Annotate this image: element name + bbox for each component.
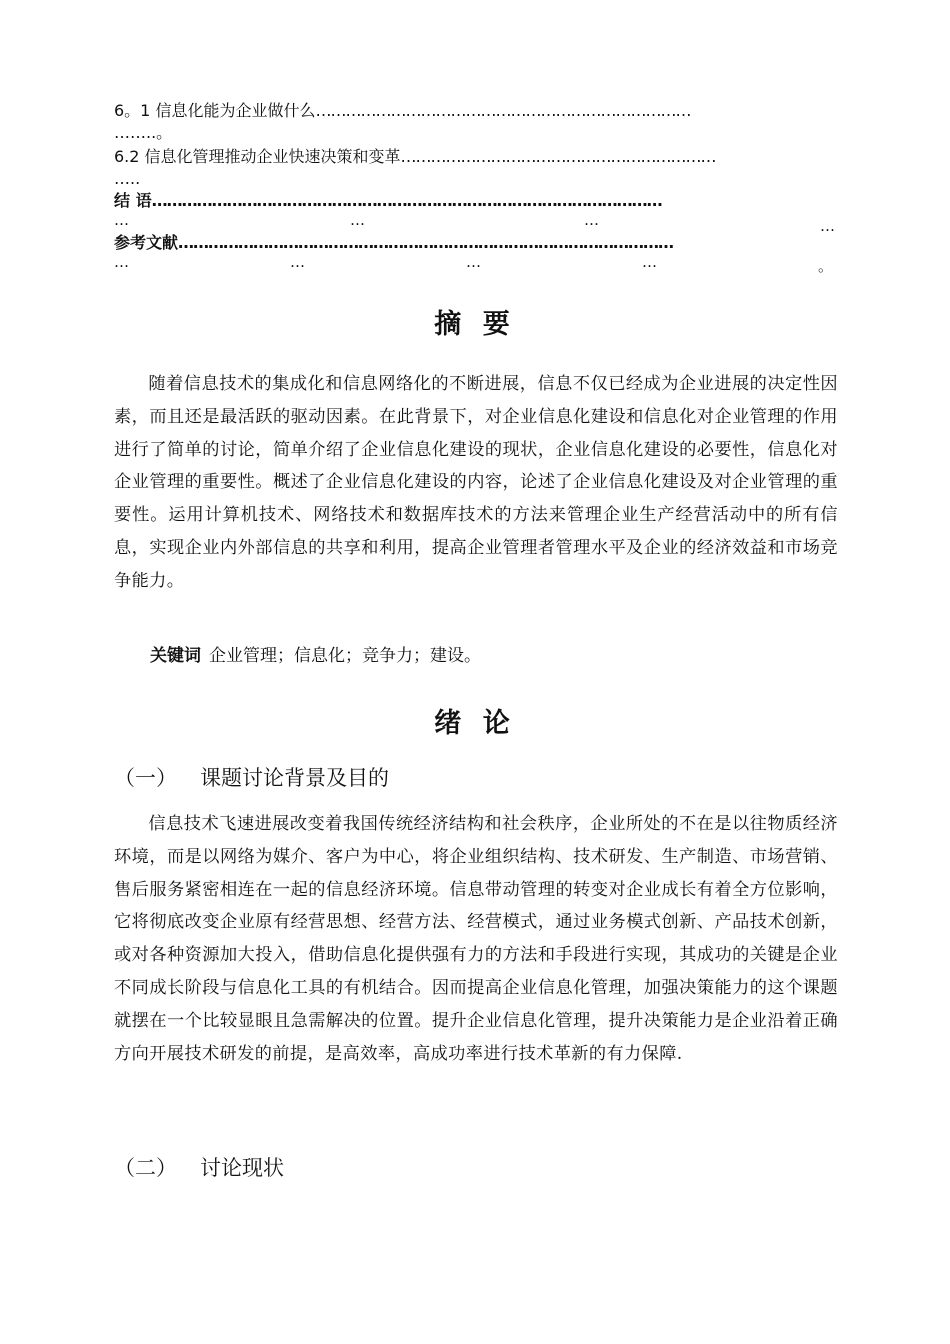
toc-continuation-dots: … (114, 253, 129, 271)
section-number: （二） (114, 1156, 177, 1180)
section-heading (114, 1152, 284, 1182)
toc-continuation-dots: … (290, 253, 305, 271)
toc-continuation-text: ….. (114, 169, 141, 188)
toc-entry-title: 6。1 信息化能为企业做什么 (114, 101, 316, 120)
section-body: 信息技术飞速进展改变着我国传统经济结构和社会秩序，企业所处的不在是以往物质经济环境，而是以网络为媒介、客户为中心，将企业组织结构、技术研发、生产制造、市场营销、售后服务紧密相连在一起的信息经济环境。信息带动管理的转变对企业成长有着全方位影响，它将彻底改变企业原有经营思想、经营方法、经营模式，通过业务模式创新、产品技术创新，或对各种资源加大投入，借助信息化提供强有力的方法和手段进行实现，其成功的关键是企业不同成长阶段与信息化工具的有机结合。因而提高企业信息化管理，加强决策能力的这个课题就摆在一个比较显眼且急需解决的位置。提升企业信息化管理，提升决策能力是企业沿着正确方向开展技术研发的前提，是高效率，高成功率进行技术革新的有力保障. (114, 814, 838, 1064)
toc-continuation (114, 122, 838, 144)
toc-leader: ……………………………………………………… (400, 147, 716, 166)
toc-continuation-dots: … (642, 253, 657, 271)
abstract-heading: 摘 要 (434, 309, 516, 340)
toc-continuation-dots: … (820, 217, 835, 235)
keywords-text: 企业管理；信息化；竞争力；建设。 (209, 646, 481, 666)
section-title: 课题讨论背景及目的 (200, 766, 389, 790)
toc-continuation-dots: … (350, 211, 365, 229)
toc-continuation (114, 168, 838, 190)
toc-continuation (114, 252, 838, 275)
toc-leader: ………………………………………………………………… (315, 101, 691, 120)
toc-entry-title: 结 语 (114, 191, 152, 210)
keywords-line (150, 641, 481, 666)
toc-entry[interactable] (114, 190, 838, 212)
intro-heading: 绪 论 (434, 708, 516, 739)
toc-entry-title: 6.2 信息化管理推动企业快速决策和变革 (114, 147, 401, 166)
toc-leader: ……………………………………………………………………………………… (178, 233, 674, 252)
toc-continuation-text: ……..。 (114, 123, 173, 142)
toc-entry[interactable] (114, 100, 838, 122)
toc-entry[interactable] (114, 146, 838, 168)
section-heading (114, 762, 389, 792)
toc-continuation-dots: … (466, 253, 481, 271)
toc-entry[interactable] (114, 232, 838, 254)
toc-continuation-dots: … (114, 211, 129, 229)
section-title: 讨论现状 (200, 1156, 284, 1180)
section-number: （一） (114, 766, 177, 790)
keywords-label: 关键词 (150, 646, 201, 666)
toc-continuation-dots: … (584, 211, 599, 229)
toc-continuation-dots: 。 (818, 257, 834, 275)
toc-continuation (114, 210, 838, 235)
abstract-body: 随着信息技术的集成化和信息网络化的不断进展，信息不仅已经成为企业进展的决定性因素，而且还是最活跃的驱动因素。在此背景下，对企业信息化建设和信息化对企业管理的作用进行了简单的讨论，简单介绍了企业信息化建设的现状，企业信息化建设的必要性，信息化对企业管理的重要性。概述了企业信息化建设的内容，论述了企业信息化建设及对企业管理的重要性。运用计算机技术、网络技术和数据库技术的方法来管理企业生产经营活动中的所有信息，实现企业内外部信息的共享和利用，提高企业管理者管理水平及企业的经济效益和市场竞争能力。 (114, 374, 838, 591)
toc-entry-title: 参考文献 (114, 233, 179, 252)
toc-leader: ………………………………………………………………………………………… (151, 191, 662, 210)
